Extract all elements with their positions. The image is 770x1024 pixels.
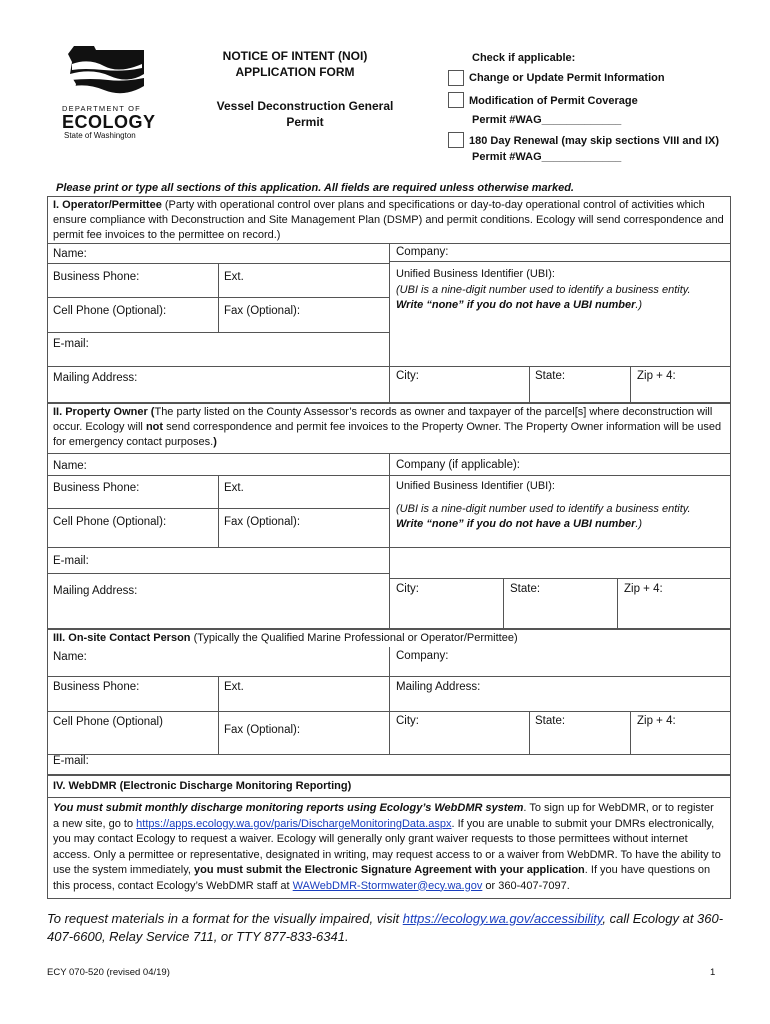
contact-ext-field[interactable]: Ext. (224, 681, 244, 693)
contact-email-field[interactable]: E-mail: (53, 755, 89, 767)
contact-cell-phone-field[interactable]: Cell Phone (Optional) (53, 716, 163, 728)
contact-fax-field[interactable]: Fax (Optional): (224, 724, 301, 736)
webdmr-paragraph: You must submit monthly discharge monitoring reports using Ecology’s WebDMR system. To sign up for WebDMR, or to register a new site, go to https://apps.ecology.wa.gov/paris/DischargeMonitoringData.aspx. If you are unable to submit your DMRs electronically, you may contact Ecology to request a waiver. Ecology will generally only grant waiver requests to those permittees without internet access. Only a permittee or representative, designated in writing, may request access to or a waiver from WebDMR. To have the ability to use the system immediately, you must submit the Electronic Signature Agreement with your application. If you have questions on this process, contact Ecology’s WebDMR staff at WAWebDMR-Stormwater@ecy.wa.gov or 360-407-7097. (53, 802, 721, 892)
accessibility-link[interactable]: https://ecology.wa.gov/accessibility (402, 911, 603, 926)
subtitle-line-2: Permit (286, 115, 324, 129)
section-4-webdmr (47, 775, 731, 899)
owner-email-field[interactable]: E-mail: (53, 555, 89, 567)
owner-cell-phone-field[interactable]: Cell Phone (Optional): (53, 516, 167, 528)
section-3-heading: III. On-site Contact Person (53, 632, 191, 644)
owner-company-field[interactable]: Company (if applicable): (396, 459, 521, 471)
section-2-heading: II. Property Owner ( (53, 406, 155, 418)
owner-state-field[interactable]: State: (510, 583, 541, 595)
section-2-header: II. Property Owner (The party listed on the County Assessor’s records as owner and taxpayer of the parcel[s] where deconstruction will occur. Ecology will not send correspondence and permit fee invoices to the Property Owner. The Property Owner information will be used for emergency contact purposes.) (53, 406, 722, 448)
instructions: Please print or type all sections of this application. All fields are required unless otherwise marked. (56, 182, 574, 194)
operator-zip-field[interactable]: Zip + 4: (637, 370, 676, 382)
contact-city-field[interactable]: City: (396, 715, 419, 727)
operator-ubi-note: (UBI is a nine-digit number used to identify a business entity. Write “none” if you do not have a UBI number.) (396, 283, 691, 311)
section-2-property-owner (47, 403, 731, 629)
option-modification-label: Modification of Permit Coverage (469, 95, 638, 107)
checkbox-modification[interactable] (448, 92, 464, 108)
ecology-logo (60, 42, 156, 142)
operator-ubi-label: Unified Business Identifier (UBI): (396, 268, 555, 280)
checkbox-change-update[interactable] (448, 70, 464, 86)
title-line-1: NOTICE OF INTENT (NOI) (222, 49, 368, 63)
check-applicable-title: Check if applicable: (472, 52, 576, 64)
subtitle-line-1: Vessel Deconstruction General (216, 99, 394, 113)
title-line-2: APPLICATION FORM (235, 65, 355, 79)
accessibility-note: To request materials in a format for the visually impaired, visit https://ecology.wa.gov/accessibility, call Ecology at 360-407-6600, Relay Service 711, or TTY 877-833-6341. (47, 911, 724, 944)
page-number: 1 (710, 967, 716, 978)
contact-name-field[interactable]: Name: (53, 651, 87, 663)
operator-city-field[interactable]: City: (396, 370, 419, 382)
logo-state: State of Washington (64, 131, 136, 140)
operator-state-field[interactable]: State: (535, 370, 566, 382)
section-3-onsite-contact (47, 629, 731, 775)
section-3-header: III. On-site Contact Person (Typically the Qualified Marine Professional or Operator/Permittee) (53, 632, 518, 644)
washington-state-map-icon (64, 44, 144, 100)
contact-zip-field[interactable]: Zip + 4: (637, 715, 676, 727)
option-change-update-label: Change or Update Permit Information (469, 72, 665, 84)
owner-ubi-label: Unified Business Identifier (UBI): (396, 480, 555, 492)
operator-business-phone-field[interactable]: Business Phone: (53, 271, 140, 283)
checkbox-renewal[interactable] (448, 132, 464, 148)
operator-cell-phone-field[interactable]: Cell Phone (Optional): (53, 305, 167, 317)
contact-mailing-address-field[interactable]: Mailing Address: (396, 681, 481, 693)
operator-fax-field[interactable]: Fax (Optional): (224, 305, 301, 317)
section-1-heading: I. Operator/Permittee (53, 199, 162, 211)
owner-ubi-field[interactable] (396, 479, 716, 533)
option-renewal-label: 180 Day Renewal (may skip sections VIII and IX) (469, 135, 720, 147)
operator-company-field[interactable]: Company: (396, 246, 449, 258)
owner-name-field[interactable]: Name: (53, 460, 87, 472)
section-1-header (53, 198, 725, 243)
webdmr-link[interactable]: https://apps.ecology.wa.gov/paris/DischargeMonitoringData.aspx (136, 817, 452, 830)
operator-mailing-address-field[interactable]: Mailing Address: (53, 372, 138, 384)
owner-ubi-note: (UBI is a nine-digit number used to identify a business entity. Write “none” if you do not have a UBI number.) (396, 502, 691, 530)
owner-city-field[interactable]: City: (396, 583, 419, 595)
webdmr-email-link[interactable]: WAWebDMR-Stormwater@ecy.wa.gov (292, 879, 483, 892)
contact-business-phone-field[interactable]: Business Phone: (53, 681, 140, 693)
section-1-description: (Party with operational control over plans and specifications or day-to-day operational control of activities which ensure compliance with Deconstruction and Site Management Plan (DSMP) and permit conditions. Ecology will send correspondence and permit fee invoices to the permittee on record.) (53, 199, 724, 241)
contact-state-field[interactable]: State: (535, 715, 566, 727)
operator-ext-field[interactable]: Ext. (224, 271, 244, 283)
logo-agency: ECOLOGY (62, 112, 156, 132)
owner-ext-field[interactable]: Ext. (224, 482, 244, 494)
contact-company-field[interactable]: Company: (396, 650, 449, 662)
permit-number-field-2[interactable]: Permit #WAG_____________ (472, 151, 622, 163)
permit-number-field-1[interactable]: Permit #WAG_____________ (472, 114, 622, 126)
owner-business-phone-field[interactable]: Business Phone: (53, 482, 140, 494)
owner-zip-field[interactable]: Zip + 4: (624, 583, 663, 595)
logo-dept-label: DEPARTMENT OF (62, 104, 141, 113)
form-number: ECY 070-520 (revised 04/19) (47, 967, 170, 978)
operator-email-field[interactable]: E-mail: (53, 338, 89, 350)
form-title (205, 48, 385, 80)
owner-mailing-address-field[interactable]: Mailing Address: (53, 585, 138, 597)
form-subtitle (205, 98, 405, 130)
owner-fax-field[interactable]: Fax (Optional): (224, 516, 301, 528)
operator-ubi-field[interactable] (396, 267, 716, 314)
section-4-heading: IV. WebDMR (Electronic Discharge Monitoring Reporting) (53, 780, 352, 792)
operator-name-field[interactable]: Name: (53, 248, 87, 260)
section-1-operator (47, 196, 731, 403)
